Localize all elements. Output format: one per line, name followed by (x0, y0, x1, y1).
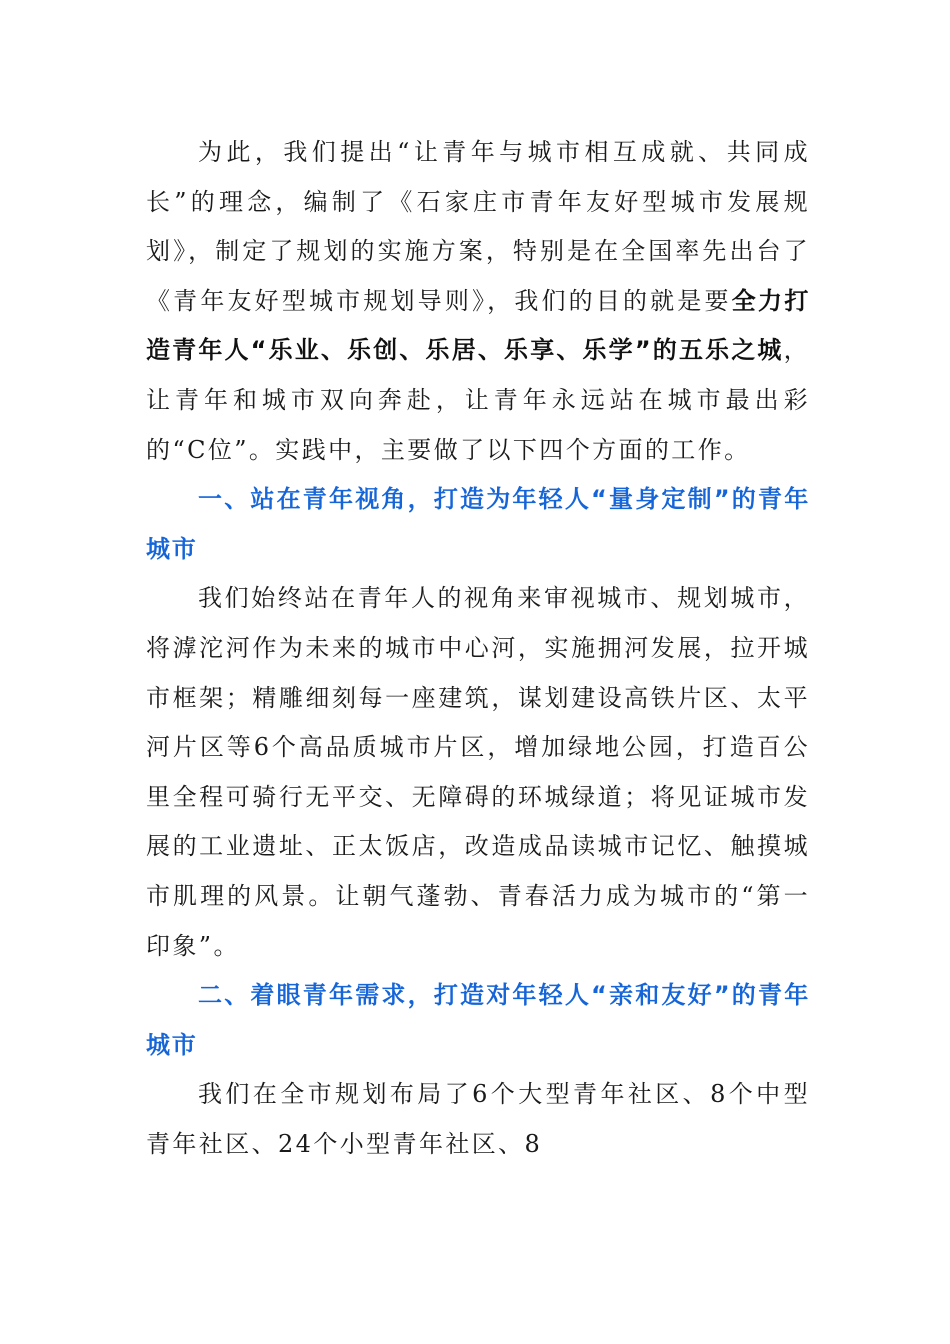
intro-text: 为此，我们提出“让青年与城市相互成就、共同成长”的理念，编制了《石家庄市青年友好型城市发展规划》，制定了规划的实施方案，特别是在全国率先出台了《青年友好型城市规划导则》，我们的目的就是要 (146, 138, 810, 315)
intro-text-continued: ，让青年和城市双向奔赴，让青年永远站在城市最出彩的“C位”。实践中，主要做了以下四个方面的工作。 (146, 336, 810, 464)
intro-paragraph (146, 128, 810, 475)
intro-bold-text: 全力打造青年人“乐业、乐创、乐居、乐享、乐学”的五乐之城 (146, 286, 810, 365)
section-1-paragraph: 我们始终站在青年人的视角来审视城市、规划城市，将滹沱河作为未来的城市中心河，实施拥河发展，拉开城市框架；精雕细刻每一座建筑，谋划建设高铁片区、太平河片区等6个高品质城市片区，增加绿地公园，打造百公里全程可骑行无平交、无障碍的环城绿道；将见证城市发展的工业遗址、正太饭店，改造成品读城市记忆、触摸城市肌理的风景。让朝气蓬勃、青春活力成为城市的“第一印象”。 (146, 584, 810, 960)
section-2-paragraph: 我们在全市规划布局了6个大型青年社区、8个中型青年社区、24个小型青年社区、8 (146, 1080, 810, 1158)
section-heading-1: 一、站在青年视角，打造为年轻人“量身定制”的青年城市 (146, 485, 810, 563)
section-heading-2: 二、着眼青年需求，打造对年轻人“亲和友好”的青年城市 (146, 981, 810, 1059)
document-body (146, 128, 810, 1169)
